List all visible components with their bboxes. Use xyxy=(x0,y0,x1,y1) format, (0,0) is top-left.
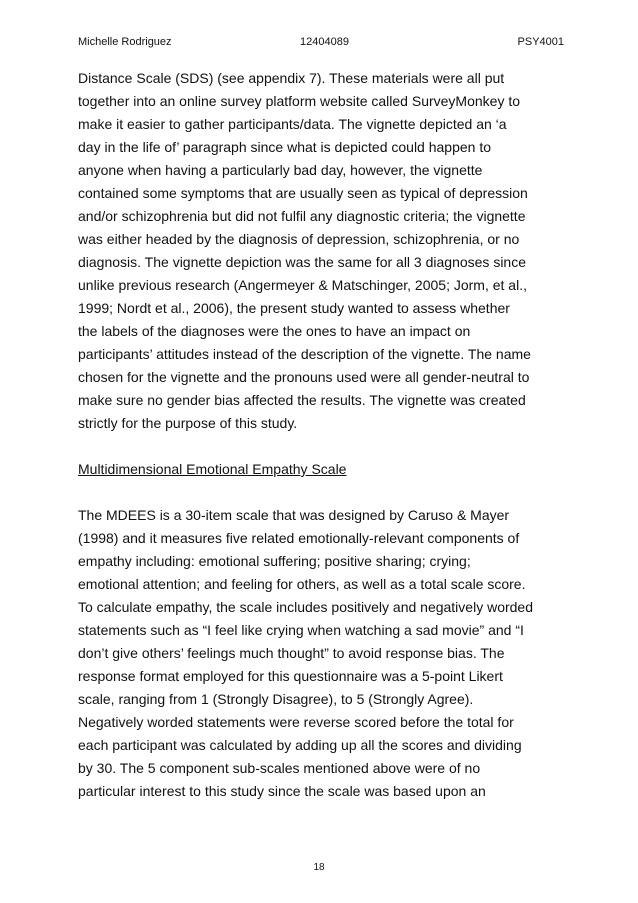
page-number: 18 xyxy=(313,862,325,873)
text-line: contained some symptoms that are usually seen as typical of depression xyxy=(78,185,528,201)
text-line: make it easier to gather participants/data. The vignette depicted an ‘a xyxy=(78,116,507,132)
text-line: participants’ attitudes instead of the description of the vignette. The name xyxy=(78,346,531,362)
text-line: each participant was calculated by adding up all the scores and dividing xyxy=(78,737,522,753)
text-line: strictly for the purpose of this study. xyxy=(78,415,298,431)
text-line: (1998) and it measures five related emotionally-relevant components of xyxy=(78,530,520,546)
header-course-code: PSY4001 xyxy=(517,36,564,48)
text-line: day in the life of’ paragraph since what is depicted could happen to xyxy=(78,139,492,155)
text-line: don’t give others’ feelings much thought” to avoid response bias. The xyxy=(78,645,505,661)
text-line: was either headed by the diagnosis of depression, schizophrenia, or no xyxy=(78,231,520,247)
text-line: scale, ranging from 1 (Strongly Disagree), to 5 (Strongly Agree). xyxy=(78,691,474,707)
text-line: make sure no gender bias affected the results. The vignette was created xyxy=(78,392,526,408)
text-line: statements such as “I feel like crying when watching a sad movie” and “I xyxy=(78,622,524,638)
text-line: diagnosis. The vignette depiction was the same for all 3 diagnoses since xyxy=(78,254,527,270)
text-line: together into an online survey platform website called SurveyMonkey to xyxy=(78,93,521,109)
text-line: The MDEES is a 30-item scale that was designed by Caruso & Mayer xyxy=(78,507,510,523)
section-heading: Multidimensional Emotional Empathy Scale xyxy=(78,461,347,477)
text-line: particular interest to this study since the scale was based upon an xyxy=(78,783,486,799)
text-line: emotional attention; and feeling for others, as well as a total scale score. xyxy=(78,576,526,592)
text-line: the labels of the diagnoses were the ones to have an impact on xyxy=(78,323,471,339)
mdees-paragraph xyxy=(78,504,568,803)
text-line: response format employed for this questionnaire was a 5-point Likert xyxy=(78,668,503,684)
text-line: unlike previous research (Angermeyer & Matschinger, 2005; Jorm, et al., xyxy=(78,277,527,293)
text-line: empathy including: emotional suffering; positive sharing; crying; xyxy=(78,553,471,569)
header-author: Michelle Rodriguez xyxy=(78,36,172,48)
text-line: Distance Scale (SDS) (see appendix 7). These materials were all put xyxy=(78,70,505,86)
text-line: anyone when having a particularly bad day, however, the vignette xyxy=(78,162,483,178)
paragraph-spacer xyxy=(78,435,568,458)
paragraph-spacer xyxy=(78,481,568,504)
text-line: To calculate empathy, the scale includes positively and negatively worded xyxy=(78,599,533,615)
text-line: chosen for the vignette and the pronouns used were all gender-neutral to xyxy=(78,369,530,385)
text-line: Negatively worded statements were reverse scored before the total for xyxy=(78,714,514,730)
header-student-id: 12404089 xyxy=(300,36,349,48)
text-line: 1999; Nordt et al., 2006), the present study wanted to assess whether xyxy=(78,300,510,316)
page-body xyxy=(78,67,568,803)
method-paragraph xyxy=(78,67,568,435)
text-line: by 30. The 5 component sub-scales mentioned above were of no xyxy=(78,760,481,776)
page-header xyxy=(78,36,564,52)
text-line: and/or schizophrenia but did not fulfil any diagnostic criteria; the vignette xyxy=(78,208,526,224)
